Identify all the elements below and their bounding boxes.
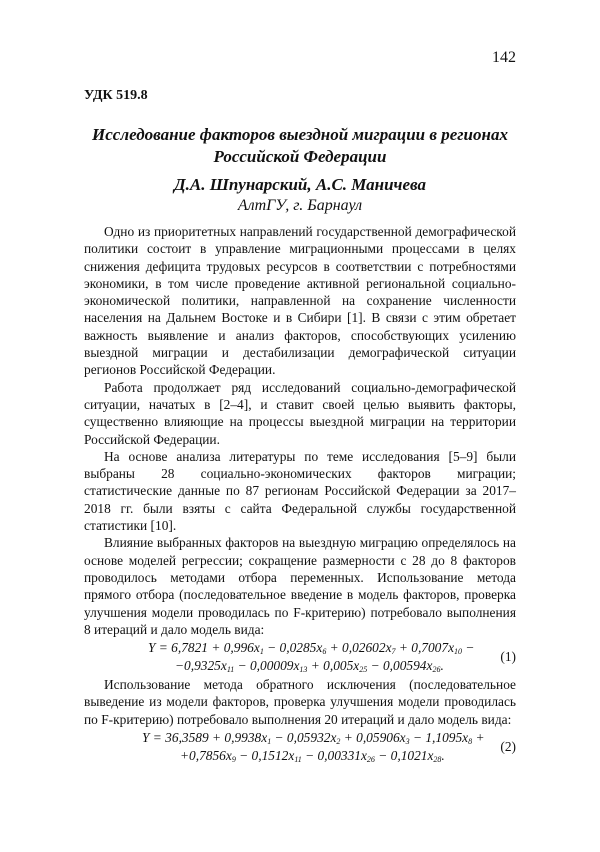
paragraph-5: Использование метода обратного исключения (последовательное выведение из модели факторов, проверка улучшения модели проводилась по F-критерию) потребовало выполнения 20 итераций и дало модель вида: bbox=[84, 677, 516, 727]
article-title bbox=[70, 124, 530, 168]
page-number: 142 bbox=[492, 49, 516, 66]
formula-1-line-2: $-0,9325x_{11} - 0,00009x_{13} + 0,005x_{25} - 0,00594x_{26}$. bbox=[175, 658, 444, 675]
formula-1-line-1: $Y = 6,7821 + 0,996x_1 - 0,0285x_6 + 0,02602x_7 + 0,7007x_{10}$ − bbox=[148, 640, 475, 657]
paragraph-4: Влияние выбранных факторов на выездную миграцию определялось на основе моделей регрессии; сокращение размерности с 28 до 8 факторов проводилось методами отбора переменных. Использование метода прямого отбора (последовательное введение в модель факторов, проверка улучшения модели проводилась по F-критерию) потребовало выполнения 8 итераций и дало модель вида: bbox=[84, 535, 516, 637]
authors: Д.А. Шпунарский, А.С. Маничева bbox=[174, 175, 426, 194]
formula-2 bbox=[84, 728, 516, 766]
title-line-1: Исследование факторов выездной миграции в регионах bbox=[92, 125, 508, 144]
formula-1 bbox=[84, 638, 516, 676]
paragraph-1: Одно из приоритетных направлений государственной демографической политики состоит в управление миграционными процессами в целях снижения дефицита трудовых ресурсов в соответствии с потребностями экономики, в том числе проведение активной региональной социально-экономической политики, направленной на сохранение численности населения на Дальнем Востоке и в Сибири [1]. В связи с этим обретает важность выявление и анализ факторов, способствующих усилению выездной миграции и дестабилизации демографической ситуации регионов Российской Федерации. bbox=[84, 224, 516, 378]
title-line-2: Российской Федерации bbox=[213, 147, 387, 166]
udk-code: УДК 519.8 bbox=[84, 88, 148, 103]
article-body bbox=[84, 223, 516, 766]
formula-2-number: (2) bbox=[500, 739, 516, 755]
formula-2-line-2: $+0,7856x_9 - 0,1512x_{11} - 0,00331x_{26} - 0,1021x_{28}$. bbox=[180, 748, 445, 765]
paragraph-3: На основе анализа литературы по теме исследования [5–9] были выбраны 28 социально-экономических факторов миграции; статистические данные по 87 регионам Российской Федерации за 2017–2018 гг. были взяты с сайта Федеральной службы государственной статистики [10]. bbox=[84, 448, 516, 534]
formula-2-line-1: $Y = 36,3589 + 0,9938x_1 - 0,05932x_2 + 0,05906x_3 - 1,1095x_8$ + bbox=[142, 730, 485, 747]
formula-1-number: (1) bbox=[500, 649, 516, 665]
paragraph-2: Работа продолжает ряд исследований социально-демографической ситуации, начатых в [2–4], и ставит своей целью выявить факторы, существенно влияющие на процессы выездной миграции на территории Российской Федерации. bbox=[84, 379, 516, 447]
affiliation: АлтГУ, г. Барнаул bbox=[237, 197, 363, 214]
